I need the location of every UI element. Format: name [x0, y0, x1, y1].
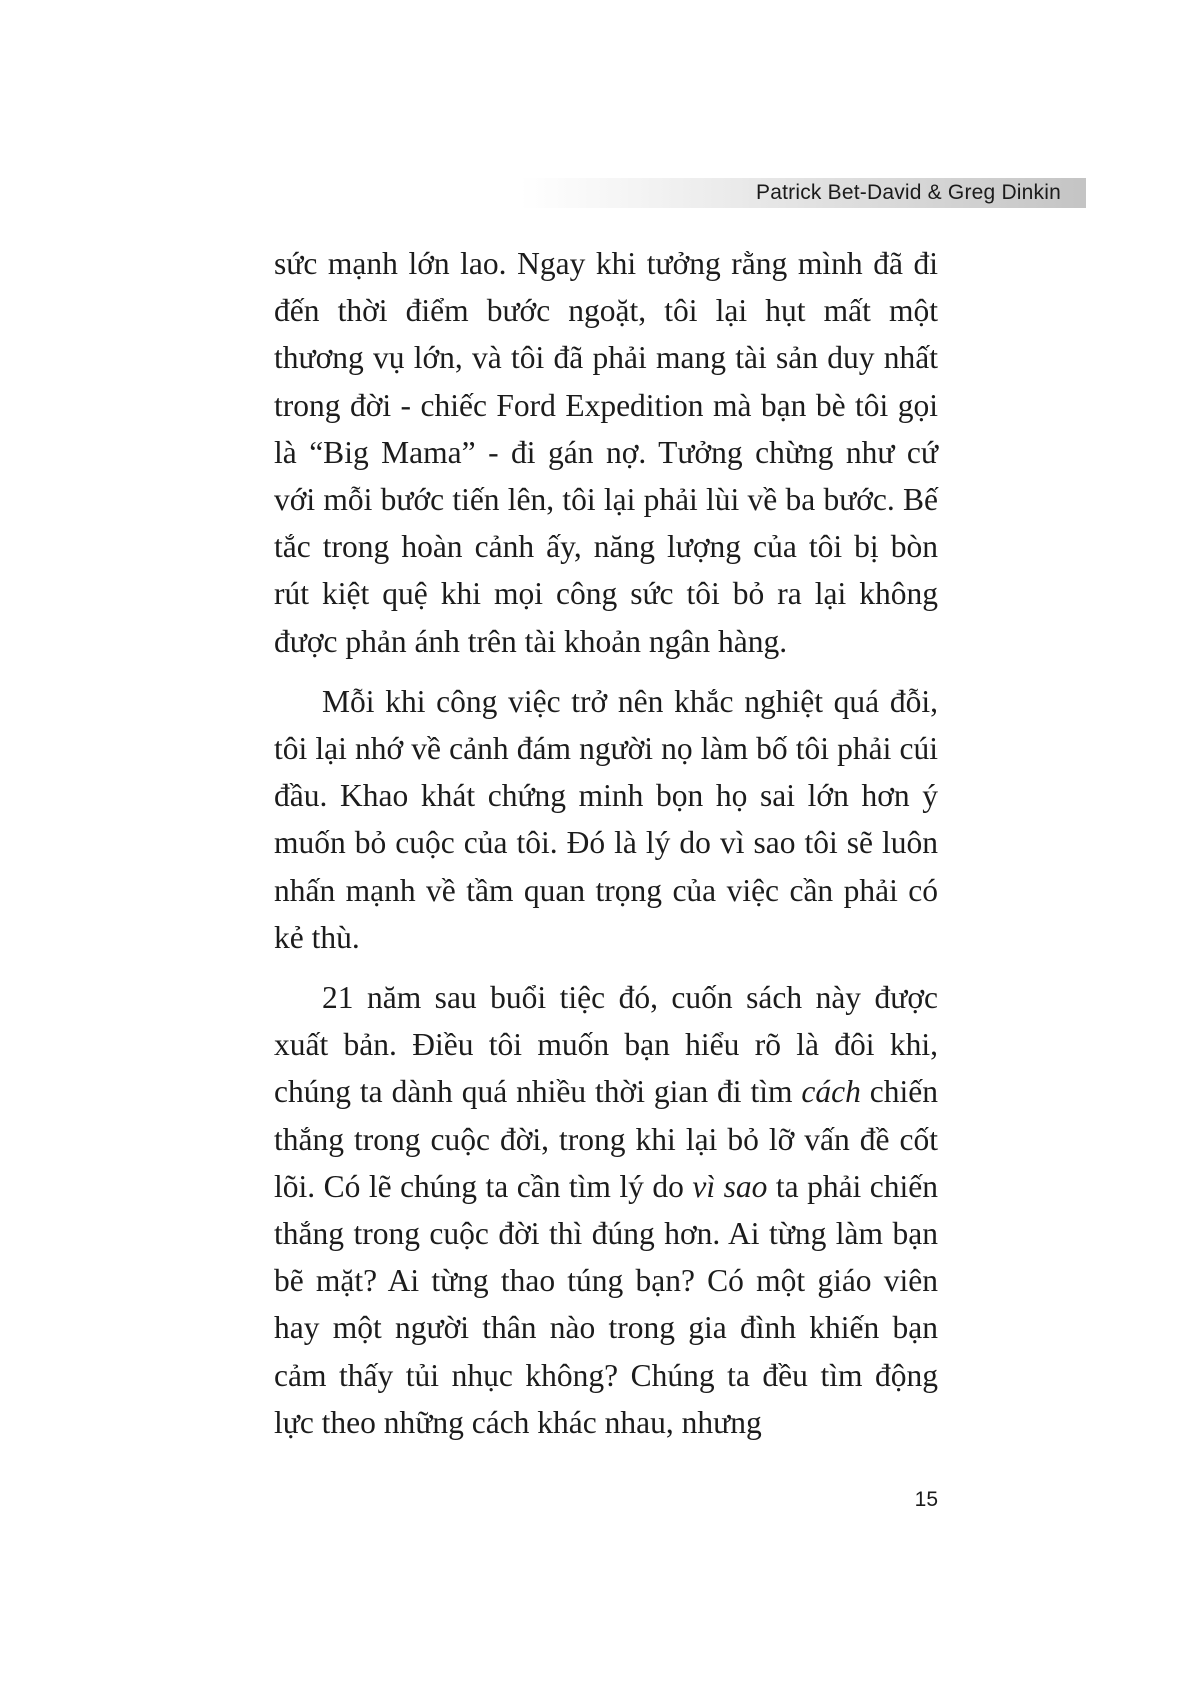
paragraph-2: Mỗi khi công việc trở nên khắc nghiệt quá đỗi, tôi lại nhớ về cảnh đám người nọ làm bố tôi phải cúi đầu. Khao khát chứng minh bọn họ sai lớn hơn ý muốn bỏ cuộc của tôi. Đó là lý do vì sao tôi sẽ luôn nhấn mạnh về tầm quan trọng của việc cần phải có kẻ thù.: [274, 683, 938, 955]
paragraph-3: [274, 974, 938, 1446]
paragraph-3-text-a: 21 năm sau buổi tiệc đó, cuốn sách này được xuất bản. Điều tôi muốn bạn hiểu rõ là đôi khi, chúng ta dành quá nhiều thời gian đi tìm: [274, 980, 938, 1110]
emphasis-cach: cách: [801, 1074, 861, 1110]
page-body: [274, 240, 938, 1459]
paragraph-3-text-c: ta phải chiến thắng trong cuộc đời thì đúng hơn. Ai từng làm bạn bẽ mặt? Ai từng thao túng bạn? Có một giáo viên hay một người thân nào trong gia đình khiến bạn cảm thấy tủi nhục không? Chúng ta đều tìm động lực theo những cách khác nhau, nhưng: [274, 1168, 938, 1440]
running-header-authors: Patrick Bet-David & Greg Dinkin: [756, 181, 1061, 204]
emphasis-vi-sao: vì sao: [692, 1168, 768, 1204]
paragraph-3-text-b: chiến thắng trong cuộc đời, trong khi lại bỏ lỡ vấn đề cốt lõi. Có lẽ chúng ta cần tìm lý do: [274, 1074, 938, 1204]
paragraph-1: sức mạnh lớn lao. Ngay khi tưởng rằng mình đã đi đến thời điểm bước ngoặt, tôi lại hụt mất một thương vụ lớn, và tôi đã phải mang tài sản duy nhất trong đời - chiếc Ford Expedition mà bạn bè tôi gọi là “Big Mama” - đi gán nợ. Tưởng chừng như cứ với mỗi bước tiến lên, tôi lại phải lùi về ba bước. Bế tắc trong hoàn cảnh ấy, năng lượng của tôi bị bòn rút kiệt quệ khi mọi công sức tôi bỏ ra lại không được phản ánh trên tài khoản ngân hàng.: [274, 246, 938, 659]
page-number: 15: [914, 1488, 938, 1511]
